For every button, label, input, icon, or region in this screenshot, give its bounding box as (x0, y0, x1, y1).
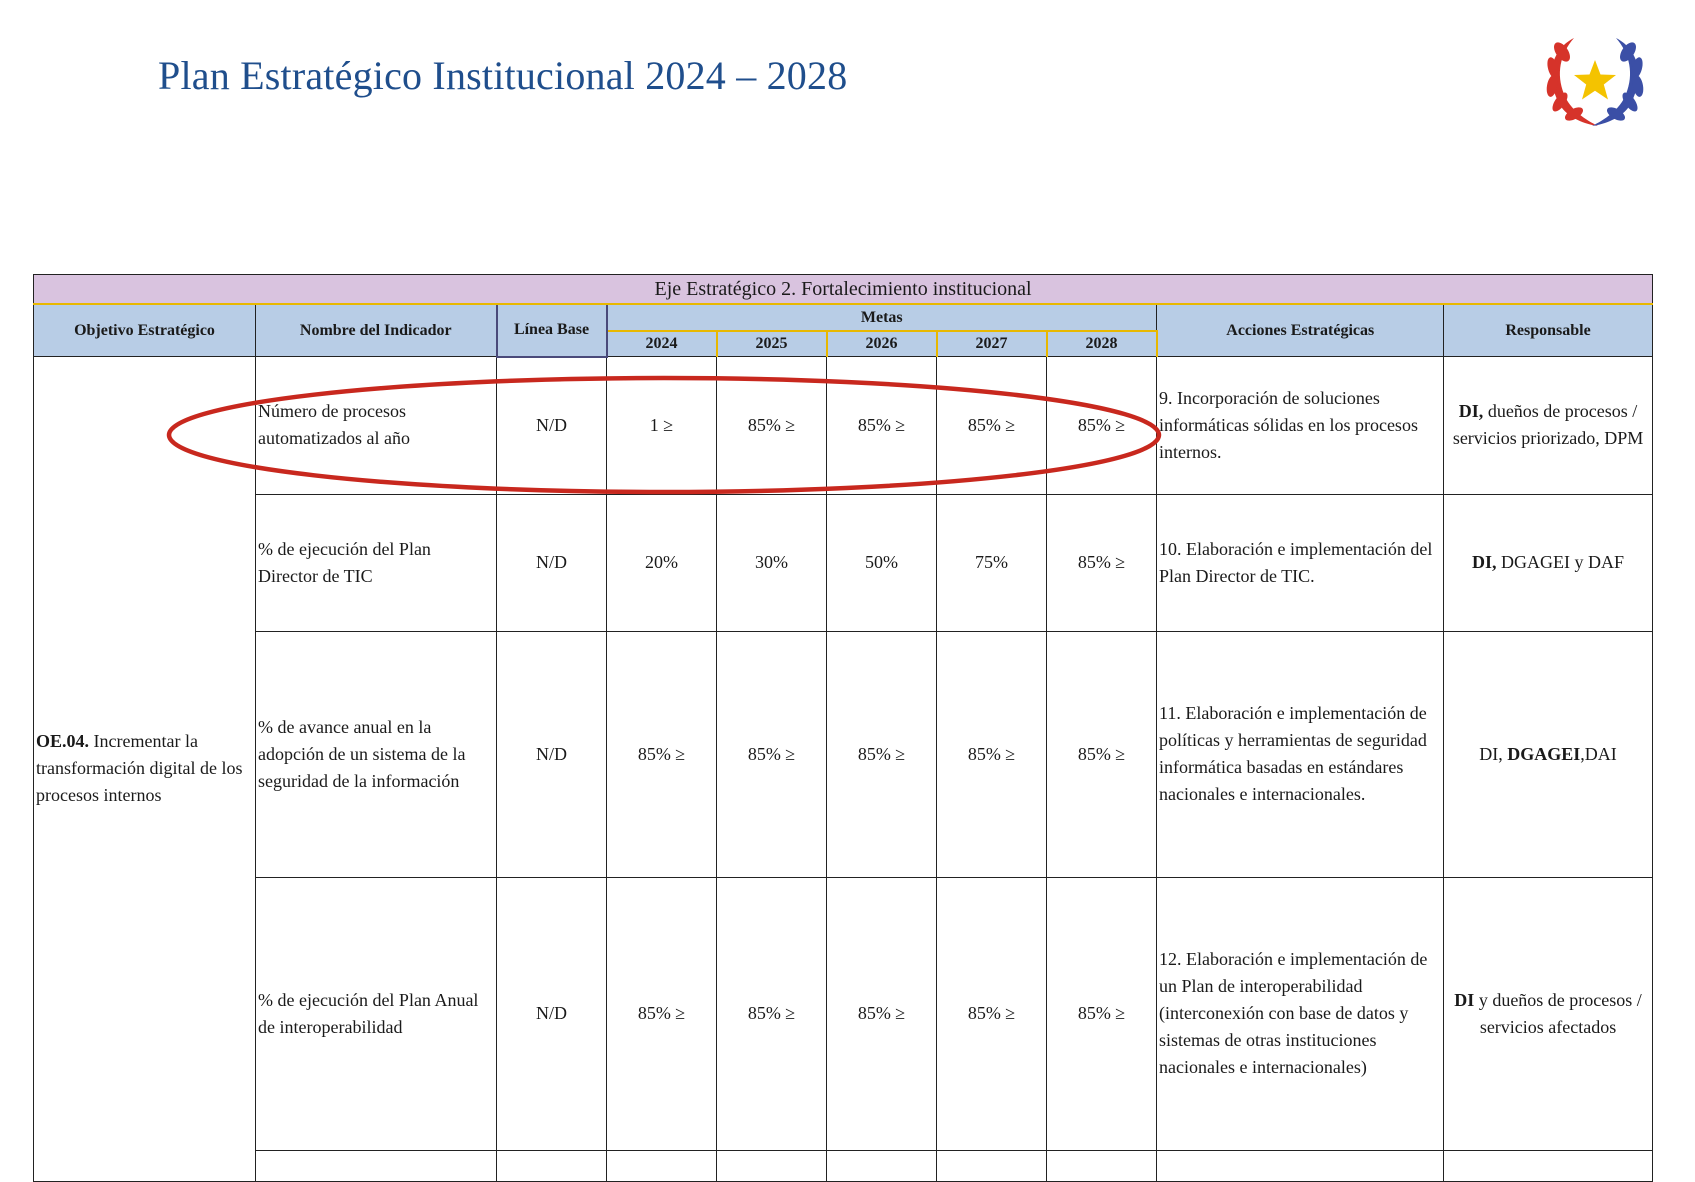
header-year: 2027 (937, 331, 1047, 357)
target-value: 1 ≥ (607, 357, 717, 495)
indicator-name: % de avance anual en la adopción de un sistema de la seguridad de la información (256, 631, 497, 877)
objective-text: Incrementar la transformación digital de los procesos internos (36, 731, 243, 806)
objective-cell (34, 357, 256, 1182)
header-objetivo: Objetivo Estratégico (34, 304, 256, 357)
target-value: 85% ≥ (1047, 877, 1157, 1150)
responsible-bold: DGAGEI (1507, 743, 1581, 764)
header-year: 2025 (717, 331, 827, 357)
empty-cell (497, 1150, 607, 1181)
indicator-name: Número de procesos automatizados al año (256, 357, 497, 495)
star-laurel-emblem-icon (1540, 30, 1650, 130)
responsible-text: dueños de procesos / servicios priorizado, DPM (1452, 401, 1644, 449)
target-value: 20% (607, 494, 717, 631)
responsible-text: DGAGEI y DAF (1496, 552, 1625, 572)
indicator-name: % de ejecución del Plan Anual de interoperabilidad (256, 877, 497, 1150)
target-value: 85% ≥ (607, 877, 717, 1150)
baseline-value: N/D (497, 631, 607, 877)
target-value: 85% ≥ (1047, 357, 1157, 495)
header-year: 2026 (827, 331, 937, 357)
table-row (34, 357, 1653, 495)
responsible-cell (1444, 357, 1653, 495)
empty-cell (1444, 1150, 1653, 1181)
empty-cell (256, 1150, 497, 1181)
target-value: 85% ≥ (1047, 631, 1157, 877)
table-row (34, 877, 1653, 1150)
target-value: 85% ≥ (717, 357, 827, 495)
strategic-action: 12. Elaboración e implementación de un Plan de interoperabilidad (interconexión con base de datos y sistemas de otras instituciones nacionales e internacionales) (1157, 877, 1444, 1150)
strategic-action: 11. Elaboración e implementación de políticas y herramientas de seguridad informática basadas en estándares nacionales e internacionales. (1157, 631, 1444, 877)
responsible-text: y dueños de procesos / servicios afectados (1474, 989, 1642, 1037)
empty-cell (1047, 1150, 1157, 1181)
empty-cell (717, 1150, 827, 1181)
responsible-bold: DI, (1472, 552, 1497, 572)
header-acciones: Acciones Estratégicas (1157, 304, 1444, 357)
target-value: 30% (717, 494, 827, 631)
target-value: 85% ≥ (717, 631, 827, 877)
empty-cell (937, 1150, 1047, 1181)
target-value: 85% ≥ (827, 877, 937, 1150)
empty-cell (1157, 1150, 1444, 1181)
strategic-action: 10. Elaboración e implementación del Plan Director de TIC. (1157, 494, 1444, 631)
responsible-cell (1444, 631, 1653, 877)
target-value: 75% (937, 494, 1047, 631)
responsible-text: ,DAI (1580, 743, 1617, 764)
header-year: 2028 (1047, 331, 1157, 357)
responsible-cell (1444, 494, 1653, 631)
target-value: 85% ≥ (937, 877, 1047, 1150)
strategic-plan-table (33, 274, 1653, 1182)
baseline-value: N/D (497, 357, 607, 495)
header-responsable: Responsable (1444, 304, 1653, 357)
responsible-cell (1444, 877, 1653, 1150)
header-year: 2024 (607, 331, 717, 357)
indicator-name: % de ejecución del Plan Director de TIC (256, 494, 497, 631)
target-value: 85% ≥ (1047, 494, 1157, 631)
baseline-value: N/D (497, 877, 607, 1150)
target-value: 85% ≥ (827, 631, 937, 877)
target-value: 85% ≥ (937, 631, 1047, 877)
target-value: 50% (827, 494, 937, 631)
target-value: 85% ≥ (937, 357, 1047, 495)
table-row (34, 494, 1653, 631)
responsible-bold: DI, (1458, 401, 1484, 422)
objective-code: OE.04. (36, 731, 90, 752)
header-linea-base: Línea Base (497, 304, 607, 357)
empty-cell (607, 1150, 717, 1181)
table-row-continued (34, 1150, 1653, 1181)
responsible-bold: DI (1454, 989, 1475, 1010)
table-row (34, 631, 1653, 877)
header-metas: Metas (607, 304, 1157, 331)
responsible-pre: DI, (1479, 743, 1508, 764)
target-value: 85% ≥ (717, 877, 827, 1150)
document-title: Plan Estratégico Institucional 2024 – 2028 (158, 53, 848, 98)
strategic-action: 9. Incorporación de soluciones informáticas sólidas en los procesos internos. (1157, 357, 1444, 495)
target-value: 85% ≥ (607, 631, 717, 877)
axis-title: Eje Estratégico 2. Fortalecimiento institucional (34, 275, 1653, 305)
empty-cell (827, 1150, 937, 1181)
baseline-value: N/D (497, 494, 607, 631)
target-value: 85% ≥ (827, 357, 937, 495)
header-indicador: Nombre del Indicador (256, 304, 497, 357)
